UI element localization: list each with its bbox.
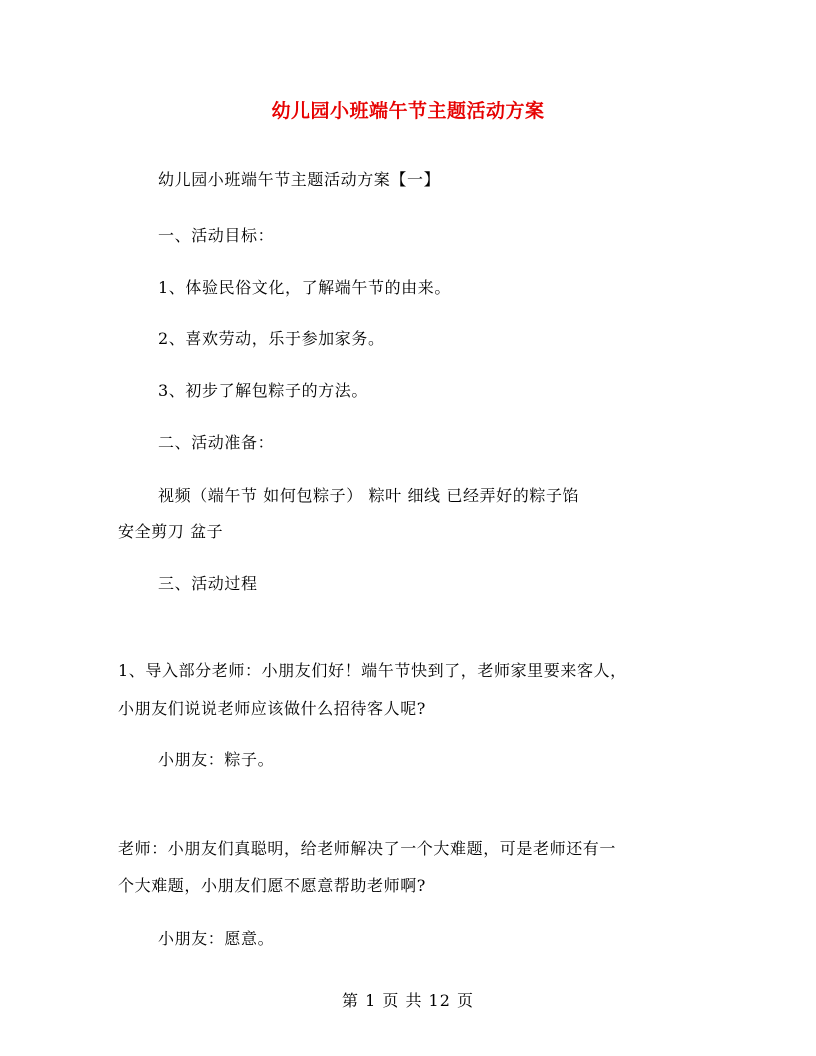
children-answer-zongzi: 小朋友：粽子。 (158, 750, 275, 769)
goal-item-2: 2、喜欢劳动，乐于参加家务。 (158, 329, 385, 348)
process-paragraph-1-line-2: 小朋友们说说老师应该做什么招待客人呢? (118, 699, 426, 718)
preparation-materials-line-1: 视频（端午节 如何包粽子） 粽叶 细线 已经弄好的粽子馅 (158, 486, 580, 505)
goal-item-1: 1、体验民俗文化，了解端午节的由来。 (158, 278, 451, 297)
teacher-paragraph-line-2: 个大难题，小朋友们愿不愿意帮助老师啊? (118, 876, 426, 895)
heading-activity-preparation: 二、活动准备： (158, 433, 275, 452)
goal-item-3: 3、初步了解包粽子的方法。 (158, 381, 368, 400)
page-number-footer: 第 1 页 共 12 页 (342, 991, 474, 1010)
heading-activity-process: 三、活动过程 (158, 574, 258, 593)
process-paragraph-1-line-1: 1、导入部分老师：小朋友们好！端午节快到了，老师家里要来客人， (118, 661, 627, 680)
children-answer-willing: 小朋友：愿意。 (158, 929, 275, 948)
heading-activity-goals: 一、活动目标： (158, 226, 275, 245)
section-heading-plan-one: 幼儿园小班端午节主题活动方案【一】 (158, 170, 441, 189)
teacher-paragraph-line-1: 老师：小朋友们真聪明，给老师解决了一个大难题，可是老师还有一 (118, 839, 617, 858)
preparation-materials-line-2: 安全剪刀 盆子 (118, 522, 224, 541)
document-title: 幼儿园小班端午节主题活动方案 (271, 100, 545, 122)
